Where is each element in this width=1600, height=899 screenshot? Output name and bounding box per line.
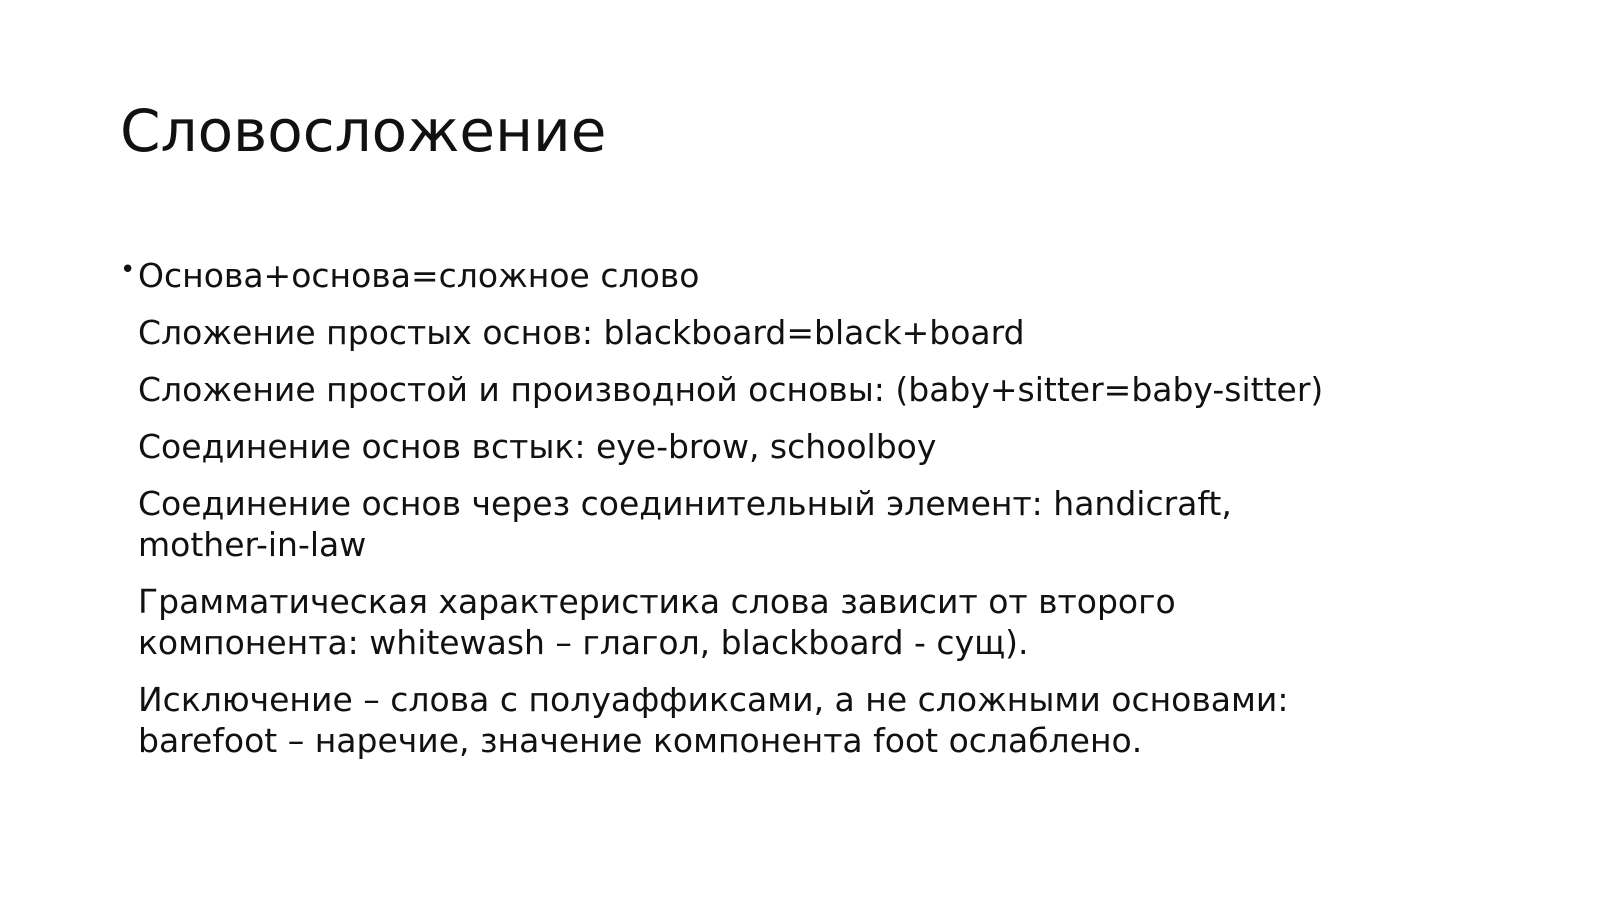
bullet-item xyxy=(120,255,1560,296)
slide-title: Словосложение xyxy=(120,97,607,165)
paragraph-line: mother-in-law xyxy=(138,525,367,564)
paragraph-line: Соединение основ через соединительный элемент: handicraft, xyxy=(138,484,1232,523)
paragraph-line: Исключение – слова с полуаффиксами, а не сложными основами: xyxy=(138,680,1289,719)
paragraph-linking-element xyxy=(120,483,1560,565)
slide-content xyxy=(120,255,1560,761)
bullet-dot-icon: • xyxy=(120,255,136,285)
paragraph-simple-stems xyxy=(120,312,1560,353)
paragraph-line: barefoot – наречие, значение компонента foot ослаблено. xyxy=(138,721,1143,760)
paragraph-juxtaposition xyxy=(120,426,1560,467)
paragraph-line: Сложение простых основ: blackboard=black+board xyxy=(138,313,1025,352)
paragraph-line: Соединение основ встык: eye-brow, schoolboy xyxy=(138,427,937,466)
paragraph-derived-stem xyxy=(120,369,1560,410)
paragraph-line: Сложение простой и производной основы: (baby+sitter=baby-sitter) xyxy=(138,370,1324,409)
paragraph-line: Грамматическая характеристика слова зависит от второго xyxy=(138,582,1176,621)
paragraph-line: компонента: whitewash – глагол, blackboard - сущ). xyxy=(138,623,1029,662)
paragraph-exception xyxy=(120,679,1560,761)
bullet-text: Основа+основа=сложное слово xyxy=(138,256,700,295)
paragraph-grammar xyxy=(120,581,1560,663)
